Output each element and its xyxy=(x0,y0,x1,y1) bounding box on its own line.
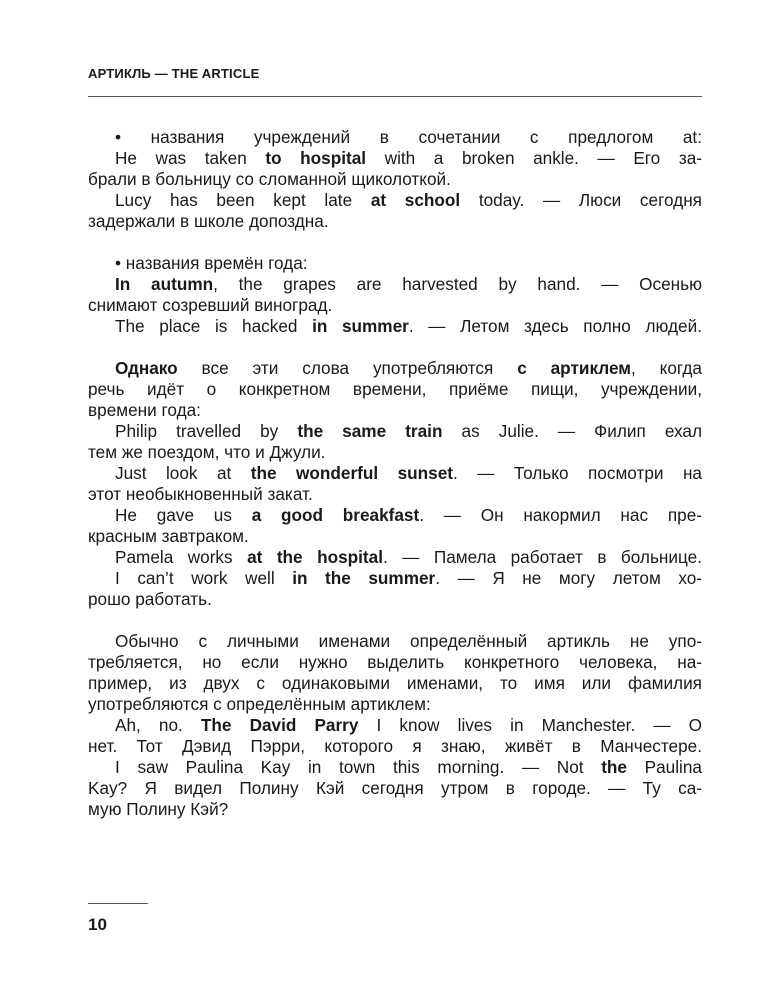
example-line: мую Полину Кэй? xyxy=(88,799,229,819)
paragraph-line: употребляются с определённым артиклем: xyxy=(88,694,431,714)
example-line: красным завтраком. xyxy=(88,526,249,546)
example-line: Philip travelled by the same train as Julie. — Филип ехал xyxy=(115,421,702,441)
example-line: брали в больницу со сломанной щиколоткой. xyxy=(88,169,451,189)
example-line: этот необыкновенный закат. xyxy=(88,484,313,504)
example-line: I can’t work well in the summer. — Я не могу летом хо- xyxy=(115,568,702,588)
paragraph-line: времени года: xyxy=(88,400,201,420)
example-line: Just look at the wonderful sunset. — Только посмотри на xyxy=(115,463,702,483)
page-body xyxy=(88,127,702,820)
bullet-institutions: • названия учреждений в сочетании с предлогом at: xyxy=(115,127,702,147)
paragraph-line: речь идёт о конкретном времени, приёме пищи, учреждении, xyxy=(88,379,702,399)
paragraph-line: Обычно с личными именами определённый артикль не упо- xyxy=(115,631,702,651)
header-divider xyxy=(88,96,702,97)
paragraph-line: пример, из двух с одинаковыми именами, то имя или фамилия xyxy=(88,673,702,693)
example-line: снимают созревший виноград. xyxy=(88,295,333,315)
bullet-seasons: • названия времён года: xyxy=(115,253,308,273)
footer-divider xyxy=(88,903,148,904)
example-line: He gave us a good breakfast. — Он накормил нас пре- xyxy=(115,505,702,525)
example-line: задержали в школе допоздна. xyxy=(88,211,329,231)
paragraph-line: Однако все эти слова употребляются с артиклем, когда xyxy=(115,358,702,378)
example-line: Kay? Я видел Полину Кэй сегодня утром в городе. — Ту са- xyxy=(88,778,702,798)
example-line: He was taken to hospital with a broken ankle. — Его за- xyxy=(115,148,702,168)
running-header: АРТИКЛЬ — THE ARTICLE xyxy=(88,66,260,81)
example-line: Lucy has been kept late at school today. — Люси сегодня xyxy=(115,190,702,210)
example-line: рошо работать. xyxy=(88,589,212,609)
example-line: нет. Тот Дэвид Пэрри, которого я знаю, живёт в Манчестере. xyxy=(88,736,702,756)
example-line: In autumn, the grapes are harvested by hand. — Осенью xyxy=(115,274,702,294)
page-number: 10 xyxy=(88,915,107,934)
paragraph-line: требляется, но если нужно выделить конкретного человека, на- xyxy=(88,652,702,672)
example-line: Pamela works at the hospital. — Памела работает в больнице. xyxy=(115,547,702,567)
example-line: тем же поездом, что и Джули. xyxy=(88,442,326,462)
example-line: Ah, no. The David Parry I know lives in Manchester. — О xyxy=(115,715,702,735)
example-line: The place is hacked in summer. — Летом здесь полно людей. xyxy=(115,316,702,336)
example-line: I saw Paulina Kay in town this morning. — Not the Paulina xyxy=(115,757,702,777)
